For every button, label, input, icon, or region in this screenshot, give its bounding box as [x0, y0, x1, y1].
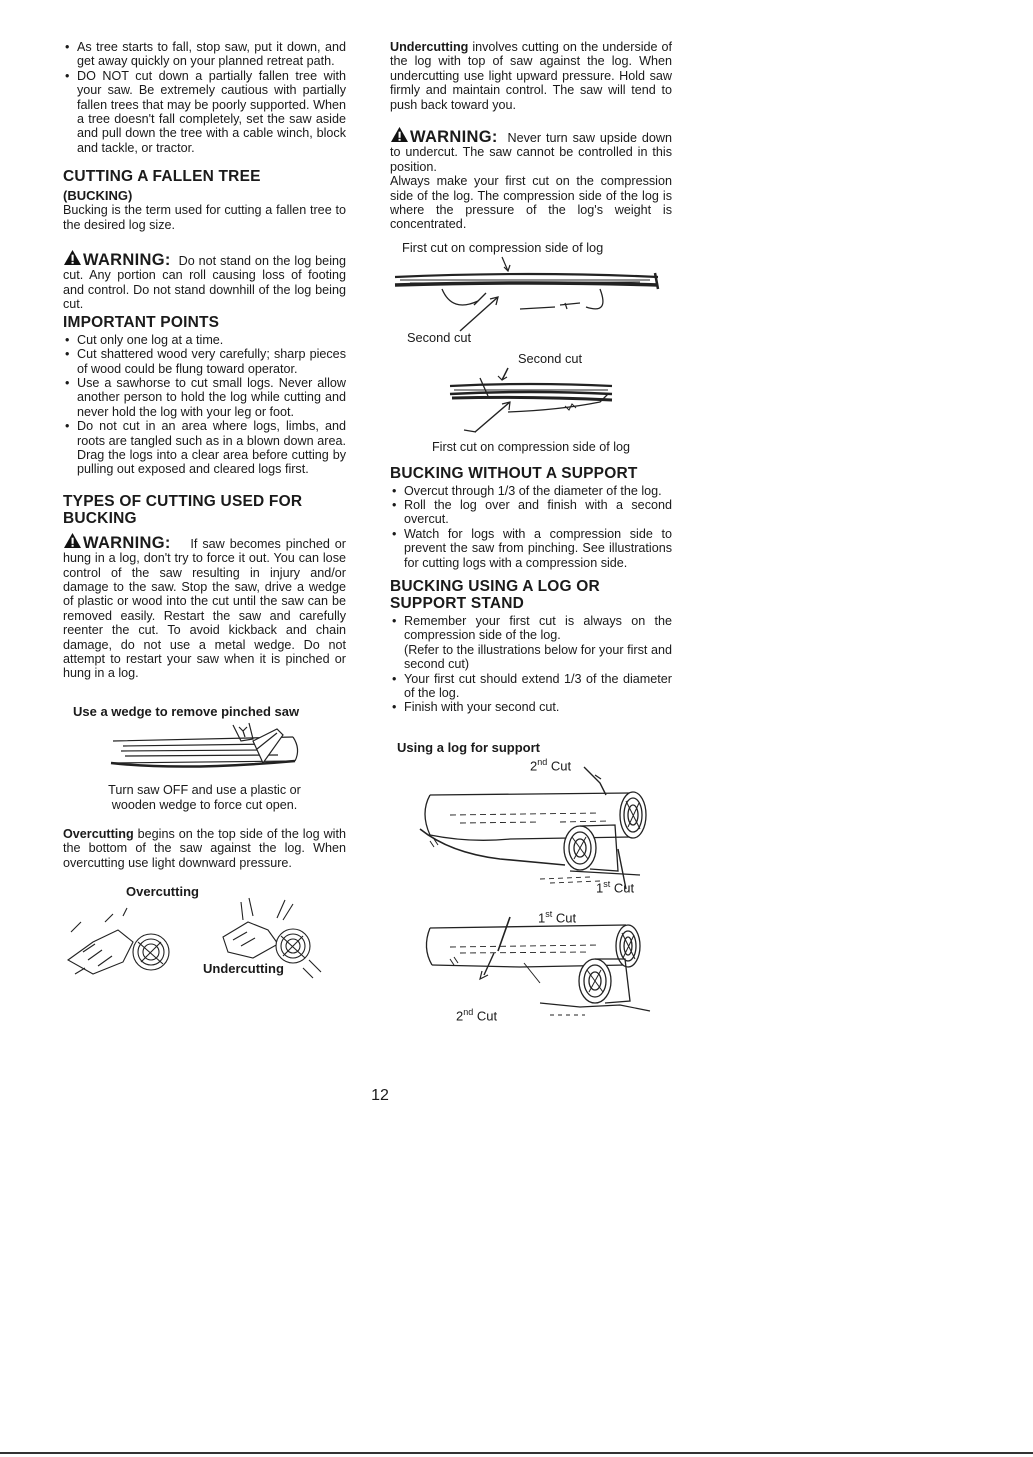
cut-label-1st-bottom: [538, 907, 576, 926]
list-item-note: (Refer to the illustrations below for your first and second cut): [404, 642, 672, 672]
warning-text: Do not stand on the log being cut. Any portion can roll causing loss of footing and control. Do not stand downhill of the log being cut.: [63, 254, 346, 312]
list-item: • As tree starts to fall, stop saw, put it down, and get away quickly on your planned retreat path.: [63, 40, 346, 69]
undercutting-text: involves cutting on the underside of the log with top of saw against the log. When undercutting use light upward pressure. Hold saw firmly and maintain control. The saw will tend to push back toward you.: [390, 40, 672, 112]
cut-label-1st-top: [596, 877, 634, 896]
figure-title-wedge: Use a wedge to remove pinched saw: [73, 703, 300, 719]
section-heading-types-of-cutting: TYPES OF CUTTING USED FOR BUCKING: [63, 492, 303, 527]
overcutting-figure-label: Overcutting: [126, 884, 199, 900]
list-item: • Use a sawhorse to cut small logs. Never allow another person to hold the log while cutting and never hold the log with your leg or foot.: [63, 376, 346, 419]
figure1-bottom-label: Second cut: [407, 330, 472, 346]
cut-label-suffix: st: [603, 879, 611, 890]
bucking-with-support-list: [390, 614, 672, 715]
section-heading-bucking-log-line2: SUPPORT STAND: [390, 594, 525, 612]
warning-triangle-icon: [390, 126, 409, 143]
cut-label-word: Cut: [550, 758, 572, 774]
log-support-drawing: [390, 753, 672, 1043]
section-heading-cutting-fallen-tree: CUTTING A FALLEN TREE: [63, 168, 261, 186]
intro-bullet-list: [63, 40, 346, 155]
warning-text: Never turn saw upside down to undercut. The saw cannot be controlled in this position.: [390, 131, 673, 174]
cut-label-word: Cut: [613, 880, 635, 896]
section-subheading-bucking: (BUCKING): [63, 188, 133, 204]
list-item: • Cut only one log at a time.: [63, 333, 346, 347]
overcutting-term: Overcutting: [63, 827, 134, 842]
page-number: 12: [371, 1087, 389, 1104]
overcutting-text: begins on the top side of the log with the bottom of the saw against the log. When overcutting use light downward pressure.: [63, 827, 346, 870]
undercutting-description: [390, 40, 672, 112]
warning-stand-on-log: [63, 249, 346, 312]
figure-title-log-support: Using a log for support: [397, 739, 540, 755]
warning-triangle-icon: [63, 532, 82, 549]
undercutting-term: Undercutting: [390, 40, 469, 54]
overcut-undercut-illustration: [63, 882, 346, 982]
cut-label-number: 2: [456, 1008, 464, 1024]
section-heading-bucking-log-line1: BUCKING USING A LOG OR: [390, 577, 600, 595]
warning-label: WARNING:: [83, 533, 171, 552]
cut-label-word: Cut: [476, 1008, 498, 1024]
compression-bottom-log-illustration: [390, 255, 672, 333]
bucking-without-support-list: [390, 484, 672, 570]
compression-side-text: Always make your first cut on the compression side of the log. The compression side of the log is where the pressure of the log's weight is concentrated.: [390, 174, 672, 232]
list-item: • Your first cut should extend 1/3 of the diameter of the log.: [390, 672, 672, 701]
compression-top-log-illustration: [390, 366, 672, 436]
cut-label-word: Cut: [555, 910, 577, 926]
bucking-definition: Bucking is the term used for cutting a fallen tree to the desired log size.: [63, 203, 346, 232]
warning-upside-down: [390, 126, 672, 174]
warning-pinched-saw: [63, 532, 346, 681]
cut-label-suffix: st: [545, 909, 553, 920]
cut-label-suffix: nd: [537, 757, 548, 768]
undercutting-figure-label: Undercutting: [203, 961, 284, 977]
list-item: • Do not cut in an area where logs, limbs, and roots are tangled such as in a blown down area. Drag the logs into a clear area before cutting by pulling out exposed and cleared logs first.: [63, 419, 346, 477]
wedge-pinched-saw-illustration: [63, 719, 346, 779]
list-item-text: Remember your first cut is always on the compression side of the log.: [404, 613, 672, 643]
warning-label: WARNING:: [410, 128, 498, 147]
log-support-illustration: [390, 753, 672, 1043]
overcutting-description: [63, 827, 346, 870]
left-column: [63, 40, 346, 982]
figure2-top-label: Second cut: [518, 350, 583, 366]
page-bottom-rule: [0, 1452, 1033, 1454]
cut-label-2nd-top: [530, 755, 571, 774]
list-item: • Finish with your second cut.: [390, 700, 672, 714]
warning-label: WARNING:: [83, 251, 171, 270]
figure-caption-wedge: Turn saw OFF and use a plastic or wooden wedge to force cut open.: [108, 783, 301, 812]
cut-label-number: 1: [538, 910, 546, 926]
cut-label-2nd-bottom: [456, 1005, 497, 1024]
list-item: • Overcut through 1/3 of the diameter of the log.: [390, 484, 672, 498]
cut-label-number: 2: [530, 758, 538, 774]
cut-label-number: 1: [596, 880, 604, 896]
figure2-bottom-label: First cut on compression side of log: [431, 440, 631, 455]
important-points-list: [63, 333, 346, 477]
list-item: • Watch for logs with a compression side to prevent the saw from pinching. See illustrations for cutting logs with a compression side.: [390, 527, 672, 570]
list-item: • DO NOT cut down a partially fallen tree with your saw. Be extremely cautious with partially fallen trees that may be poorly supported. When a tree doesn't fall completely, set the saw aside and pull down the tree with a cable winch, block and tackle, or tractor.: [63, 69, 346, 155]
figure1-top-label: First cut on compression side of log: [402, 239, 604, 255]
warning-text: If saw becomes pinched or hung in a log, don't try to force it out. You can lose control of the saw resulting in injury and/or damage to the saw. Stop the saw, drive a wedge of plastic or wood into the cut until the saw can be removed easily. Restart the saw and carefully reenter the cut. To avoid kickback and chain damage, do not use a metal wedge. Do not attempt to restart your saw when it is pinched or hung in a log.: [63, 536, 346, 681]
section-heading-important-points: IMPORTANT POINTS: [63, 313, 220, 331]
list-item: • Roll the log over and finish with a second overcut.: [390, 498, 672, 527]
cut-label-suffix: nd: [463, 1007, 474, 1018]
section-heading-bucking-without-support: BUCKING WITHOUT A SUPPORT: [390, 464, 638, 482]
right-column: [390, 40, 672, 1043]
list-item: • Cut shattered wood very carefully; sharp pieces of wood could be flung toward operator.: [63, 347, 346, 376]
warning-triangle-icon: [63, 249, 82, 266]
list-item: [390, 614, 672, 672]
